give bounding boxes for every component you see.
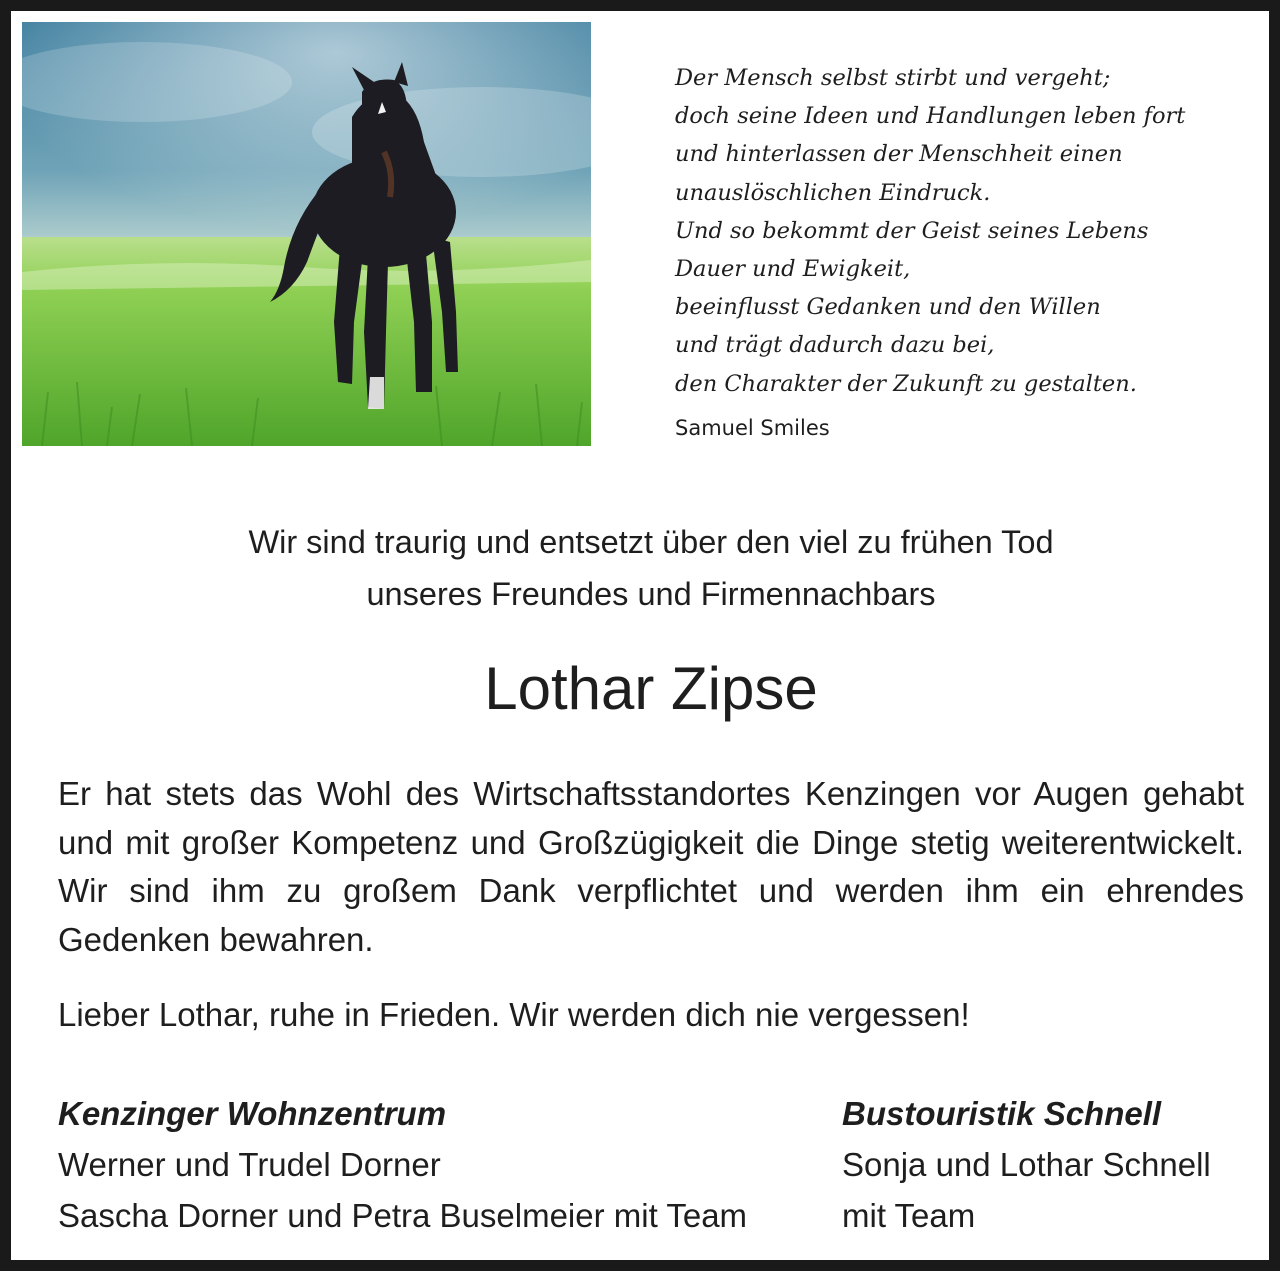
- signer-organization: Bustouristik Schnell: [842, 1095, 1162, 1132]
- quote-line: beeinflusst Gedanken und den Willen: [675, 294, 1101, 321]
- quote-line: und hinterlassen der Menschheit einen: [675, 141, 1123, 168]
- intro-text: [51, 516, 1251, 620]
- quote-line: Und so bekommt der Geist seines Lebens: [675, 217, 1149, 244]
- intro-line-2: unseres Freundes und Firmennachbars: [366, 576, 936, 612]
- deceased-name: Lothar Zipse: [484, 655, 818, 722]
- signer-names: Sonja und Lothar Schnell: [842, 1146, 1211, 1183]
- memorial-quote: [675, 59, 1235, 447]
- signer-organization: Kenzinger Wohnzentrum: [58, 1095, 447, 1132]
- intro-line-1: Wir sind traurig und entsetzt über den viel zu frühen Tod: [248, 524, 1054, 560]
- signer-names: Sascha Dorner und Petra Buselmeier mit Team: [58, 1197, 748, 1234]
- quote-line: Der Mensch selbst stirbt und vergeht;: [675, 65, 1111, 91]
- quote-line: den Charakter der Zukunft zu gestalten.: [675, 370, 1137, 397]
- quote-line: und trägt dadurch dazu bei,: [675, 332, 995, 359]
- quote-line: doch seine Ideen und Handlungen leben fort: [675, 103, 1186, 130]
- signer-block-left: [58, 1088, 747, 1241]
- quote-author: Samuel Smiles: [675, 415, 830, 440]
- tribute-paragraph: Er hat stets das Wohl des Wirtschaftsstandortes Kenzingen vor Augen gehabt und mit großer Kompetenz und Großzügigkeit die Dinge stetig weiterentwickelt. Wir sind ihm zu großem Dank verpflichtet und werden ihm ein ehrendes Gedenken bewahren.: [58, 775, 1244, 958]
- quote-line: unauslöschlichen Eindruck.: [675, 179, 991, 206]
- farewell-paragraph: Lieber Lothar, ruhe in Frieden. Wir werden dich nie vergessen!: [58, 996, 970, 1033]
- quote-line: Dauer und Ewigkeit,: [675, 256, 911, 283]
- horse-photo: [22, 22, 591, 446]
- signer-names: Werner und Trudel Dorner: [58, 1146, 441, 1183]
- signer-names: mit Team: [842, 1197, 976, 1234]
- signer-block-right: [842, 1088, 1211, 1241]
